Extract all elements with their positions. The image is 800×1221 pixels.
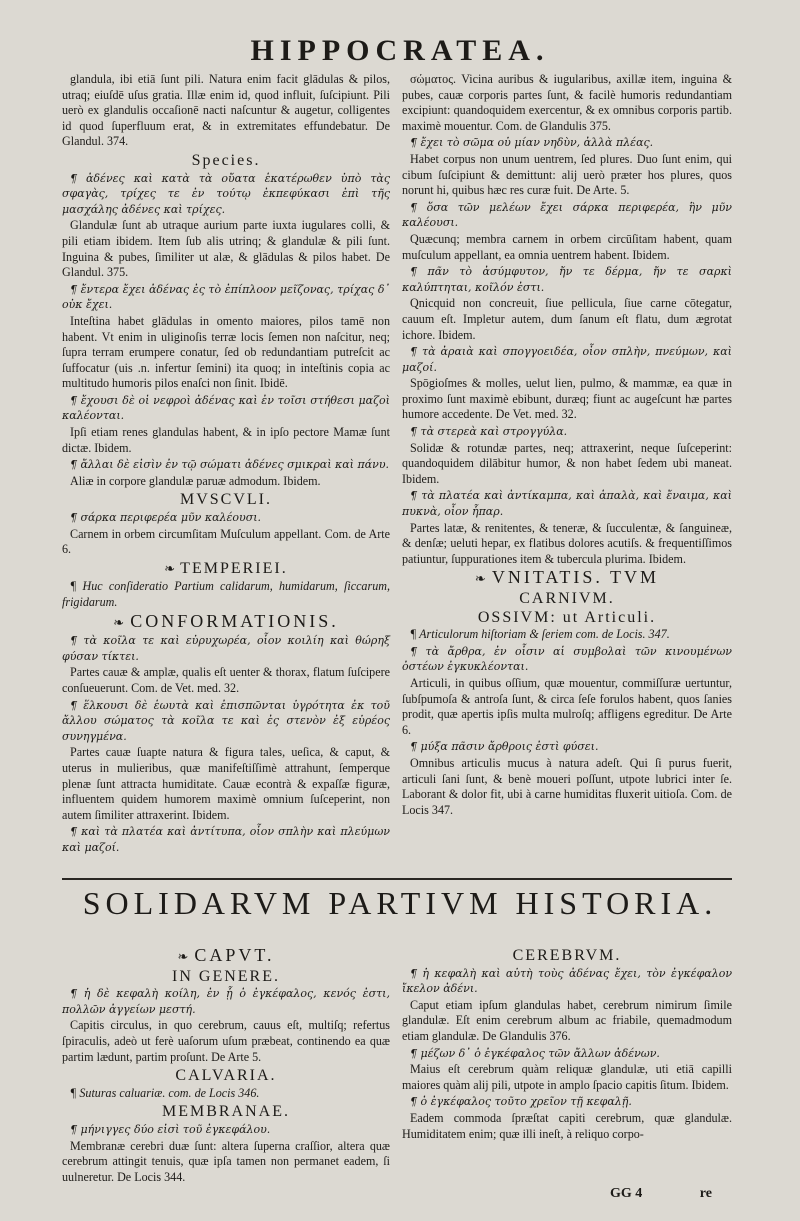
greek-text: ¶ μήνιγγες δύο εἰσὶ τοῦ ἐγκεφάλου.: [70, 1122, 271, 1136]
greek-text: ¶ ἔχει τὸ σῶμα οὐ μίαν νηδὺν, ἀλλὰ πλέας.: [410, 136, 654, 150]
paragraph: Qnicquid non concreuit, ſiue pellicula, ſiue carne cōtegatur, cauum eſt. Impletur autem, dum ſanum eſt flatu, dum ægrotat ichore. Ibidem.: [402, 296, 732, 342]
bottom-right-column: [402, 945, 732, 1143]
section-heading-conformationis: ❧ CONFORMATIONIS.: [113, 610, 339, 631]
section-heading-carnium: CARNIVM.: [519, 590, 615, 607]
greek-text: ¶ πᾶν τὸ ἀσύμφυτον, ἤν τε δέρμα, ἤν τε σαρκὶ καλύπτηται, κοῖλόν ἐστι.: [402, 265, 732, 294]
paragraph: Spōgioſmes & molles, uelut lien, pulmo, & mammæ, ea quæ in proximo ſunt maximè ebibunt, duræq; fiunt ac augeſcunt hæ partes humore accedente. De Vet. med. 32.: [402, 376, 732, 422]
section-heading-caput: ❧ CAPVT.: [177, 945, 275, 965]
paragraph: Carnem in orbem circumſitam Muſculum appellant. Com. de Arte 6.: [62, 526, 390, 557]
paragraph: Quæcunq; membra carnem in orbem circūſitam habent, quam muſculum appellant, ea omnia uentrem habent. Ibidem.: [402, 231, 732, 262]
paragraph: ¶ Huc conſideratio Partium calidarum, humidarum, ſiccarum, frigidarum.: [62, 579, 390, 609]
greek-text: ¶ τὰ πλατέα καὶ ἀντίκαμπα, καὶ ἁπαλὰ, καὶ ἔναιμα, καὶ πυκνὰ, οἷον ἧπαρ.: [402, 489, 732, 519]
greek-text: ¶ τὰ ἄρθρα, ἐν οἷσιν αἱ συμβολαὶ τῶν κινουμένων ὀστέων ἐγκυκλέονται.: [402, 644, 732, 674]
catchword: re: [699, 1186, 712, 1201]
paragraph: Articuli, in quibus oſſium, quæ mouentur, commiſſuræ uertuntur, ſubſpumoſa & antroſa ſunt, & circa ſeſe forulos habent, quos ſanies prodit, quæ apertis ipſis multa mulroſq; affligens egreditur. De Arte 6.: [402, 675, 732, 737]
greek-text: ¶ ὁ ἐγκέφαλος τοῦτο χρεῖον τῇ κεφαλῇ.: [410, 1095, 632, 1109]
greek-text: ¶ καὶ τὰ πλατέα καὶ ἀντίτυπα, οἷον σπλὴν καὶ πλεύμων καὶ μαζοί.: [62, 825, 390, 854]
fleuron-icon: ❧: [164, 561, 178, 577]
paragraph: Eadem commoda ſpræſtat capiti cerebrum, quæ glandulæ. Humiditatem enim; quæ illi ineſt, à reliquo corpo-: [402, 1110, 732, 1141]
greek-text: ¶ μέζων δ᾽ ὁ ἐγκέφαλος τῶν ἄλλων ἀδένων.: [410, 1046, 660, 1060]
paragraph: Maius eſt cerebrum quàm reliquæ glandulæ, uti etiā capilli maiores quàm alij pili, utpote in amplo ſpacio capitis ſitum. Ibidem.: [402, 1062, 732, 1092]
greek-text: ¶ ἀδένες καὶ κατὰ τὰ οὔατα ἑκατέρωθεν ὑπὸ τὰς σφαγὰς, τρίχες τε ἐν τούτῳ ἐκπεφύκασι ἐπὶ τῆς μασχάλης ἀδένες καὶ τρίχες.: [62, 171, 390, 216]
paragraph: Inteſtina habet glādulas in omento maiores, pilos tamē non habent. Vt enim in uliginoſis terræ locis ſemen non naſcitur, neq; ſupra terram erumpere conatur, ſed ob redundantiam putreſcit ac ſuffocatur (uis .n. infertur ſemini) ita quoq; in inteſtinis copia ac multitudo humoris pilos enaſci non ſinit. Ibidē.: [62, 313, 390, 391]
section-heading-membranae: MEMBRANAE.: [161, 1103, 290, 1121]
left-column: [62, 72, 390, 857]
page-footer: [610, 1186, 712, 1202]
paragraph: Capitis circulus, in quo cerebrum, cauus eſt, multiſq; refertus ſpiraculis, adeò ut ferè uaſorum uſum præbeat, continendo ea quæ partim lædunt, partim proſunt. De Arte 5.: [62, 1018, 390, 1064]
greek-text: ¶ τὰ ἀραιὰ καὶ σπογγοειδέα, οἷον σπλὴν, πνεύμων, καὶ μαζοί.: [402, 345, 732, 374]
paragraph: Glandulæ ſunt ab utraque aurium parte iuxta iugulares colli, & pili etiam ibidem. Item ſub alis utrinq; & glandulæ & pili ſunt. Inguina & pubes, ſimiliter ut alæ, & glādulas & pilos habet. De Glandul. 375.: [62, 218, 390, 280]
section-title: SOLIDARVM PARTIVM HISTORIA.: [82, 885, 718, 921]
paragraph: Habet corpus non unum uentrem, ſed plures. Duo ſunt enim, qui cibum ſuſcipiunt & demittunt: alij uerò præter hos plures, quos norunt hi, quibus hæc res curæ fuit. De Arte. 5.: [402, 151, 732, 198]
greek-text: ¶ ἄλλαι δὲ εἰσὶν ἐν τῷ σώματι ἀδένες σμικραὶ καὶ πάνυ.: [70, 458, 390, 472]
fleuron-icon: ❧: [177, 950, 192, 965]
paragraph: Omnibus articulis mucus à natura adeſt. Qui ſi purus fuerit, articuli ſani ſunt, & benè moueri poſſunt, utpote lubrici inter ſe. Laborant & dolor fit, ubi à carne humiditas fluxerit uitioſa. Com. de Locis 347.: [402, 755, 732, 817]
right-column: [402, 72, 732, 819]
section-heading-cerebrum: CEREBRVM.: [512, 947, 622, 964]
greek-text: ¶ ἕλκουσι δὲ ἑωυτὰ καὶ ἐπισπῶνται ὑγρότητα ἐκ τοῦ ἄλλου σώματος τὰ κοῖλα τε καὶ ἐς στενὸν ἐξ εὐρέος συνηγμένα.: [62, 698, 390, 743]
section-heading-in-genere: IN GENERE.: [172, 967, 280, 985]
signature-mark: GG 4: [610, 1186, 643, 1201]
paragraph: ¶ Suturas caluariæ. com. de Locis 346.: [70, 1085, 260, 1100]
greek-text: ¶ ὅσα τῶν μελέων ἔχει σάρκα περιφερέα, ἣν μῦν καλέουσι.: [402, 200, 732, 230]
greek-text: ¶ τὰ κοῖλα τε καὶ εὐρυχωρέα, οἷον κοιλίη καὶ θώρηξ φύσαν τίκτει.: [62, 634, 390, 663]
paragraph: Partes cauæ & amplæ, qualis eſt uenter & thorax, flatum ſuſcipere conſueuerunt. Com. de Vet. med. 32.: [62, 665, 390, 695]
bottom-left-column: [62, 945, 390, 1186]
section-heading-unitatis: ❧ VNITATIS. TVM: [474, 567, 660, 588]
paragraph: Partes cauæ ſuapte natura & figura tales, ueſica, & caput, & uterus in mulieribus, quæ manifeſtiſſimè attrahunt, ſemperque plenæ ſunt attracta humiditate. Cauæ econtrà & expaſſæ figuræ, influentem quidem humorem maximè omnium ſuſceperint, non autem ſimiliter attraxerint. Ibidem.: [62, 745, 390, 822]
greek-text: ¶ τὰ στερεὰ καὶ στρογγύλα.: [410, 425, 568, 439]
section-heading-ossium: OSSIVM: ut Articuli.: [477, 608, 657, 626]
section-heading-temperiei: ❧ TEMPERIEI.: [164, 559, 288, 577]
paragraph: Ipſi etiam renes glandulas habent, & in ipſo pectore Mamæ ſunt dictæ. Ibidem.: [62, 425, 390, 455]
section-heading-species: Species.: [191, 151, 261, 169]
running-head: HIPPOCRATEA.: [250, 34, 550, 67]
paragraph: Solidæ & rotundæ partes, neq; attraxerint, neque ſuſceperint: quandoquidem dilābitur humor, & non habet ſedem ubi maneat. Ibidem.: [402, 440, 732, 486]
paragraph: Caput etiam ipſum glandulas habet, cerebrum nimirum ſimile glandulæ. Eſt enim cerebrum album ac friabile, quemadmodum etiam glandulæ. De Glandulis 376.: [402, 997, 732, 1043]
greek-text: ¶ μύξα πᾶσιν ἄρθροις ἐστὶ φύσει.: [410, 740, 599, 754]
greek-text: ¶ ἡ κεφαλὴ καὶ αὐτὴ τοὺς ἀδένας ἔχει, τὸν ἐγκέφαλον ἴκελον ἀδένι.: [402, 966, 732, 996]
divider-rule: [62, 878, 732, 880]
fleuron-icon: ❧: [113, 615, 128, 631]
section-heading-musculi: MVSCVLI.: [179, 491, 272, 509]
paragraph: glandula, ibi etiā ſunt pili. Natura enim facit glādulas & pilos, utraq; eiuſdē uſus gratia. Illæ enim id, quod influit, ſuſcipiunt. Pili uerò ex glandulis occaſionē nacti naſcuntur & augetur, colligentes id quod ſuperfluum erat, & in extremitates effundebatur. De Glandul. 374.: [62, 72, 390, 149]
paragraph: ¶ Articulorum hiſtoriam & ſeriem com. de Locis. 347.: [410, 627, 670, 642]
paragraph: σώματος. Vicina auribus & iugularibus, axillæ item, inguina & pubes, cauæ corporis partes ſunt, & facilè humoris redundantiam excipiunt: quandoquidem exercentur, & ex omnibus corporis partib. maximè mouentur. Com. de Glandulis 375.: [402, 72, 732, 133]
greek-text: ¶ ἔντερα ἔχει ἀδένας ἐς τὸ ἐπίπλοον μεῖζονας, τρίχας δ᾽ οὐκ ἔχει.: [62, 282, 390, 312]
paragraph: Partes latæ, & renitentes, & teneræ, & ſucculentæ, & ſanguineæ, & denſæ; ueluti hepar, ex flatibus dolores acutiſs. & frequentiſſimos patiuntur, ſuppurationes item & tubercula plurima. Ibidem.: [402, 520, 732, 566]
paragraph: Membranæ cerebri duæ ſunt: altera ſuperna craſſior, altera quæ cerebrum attingit tenuis, quæ ipſa tamen non permanet eadem, ſi uulneretur. De Locis 344.: [62, 1138, 390, 1184]
paragraph: Aliæ in corpore glandulæ paruæ admodum. Ibidem.: [70, 473, 321, 488]
greek-text: ¶ ἡ δὲ κεφαλὴ κοίλη, ἐν ᾗ ὁ ἐγκέφαλος, κενός ἐστι, πολλῶν ἀγγείων μεστή.: [62, 987, 390, 1016]
greek-text: ¶ σάρκα περιφερέα μῦν καλέουσι.: [70, 511, 262, 525]
greek-text: ¶ ἔχουσι δὲ οἱ νεφροὶ ἀδένας καὶ ἐν τοῖσι στήθεσι μαζοὶ καλέονται.: [62, 393, 390, 423]
fleuron-icon: ❧: [474, 572, 489, 588]
section-heading-calvaria: CALVARIA.: [175, 1067, 277, 1085]
